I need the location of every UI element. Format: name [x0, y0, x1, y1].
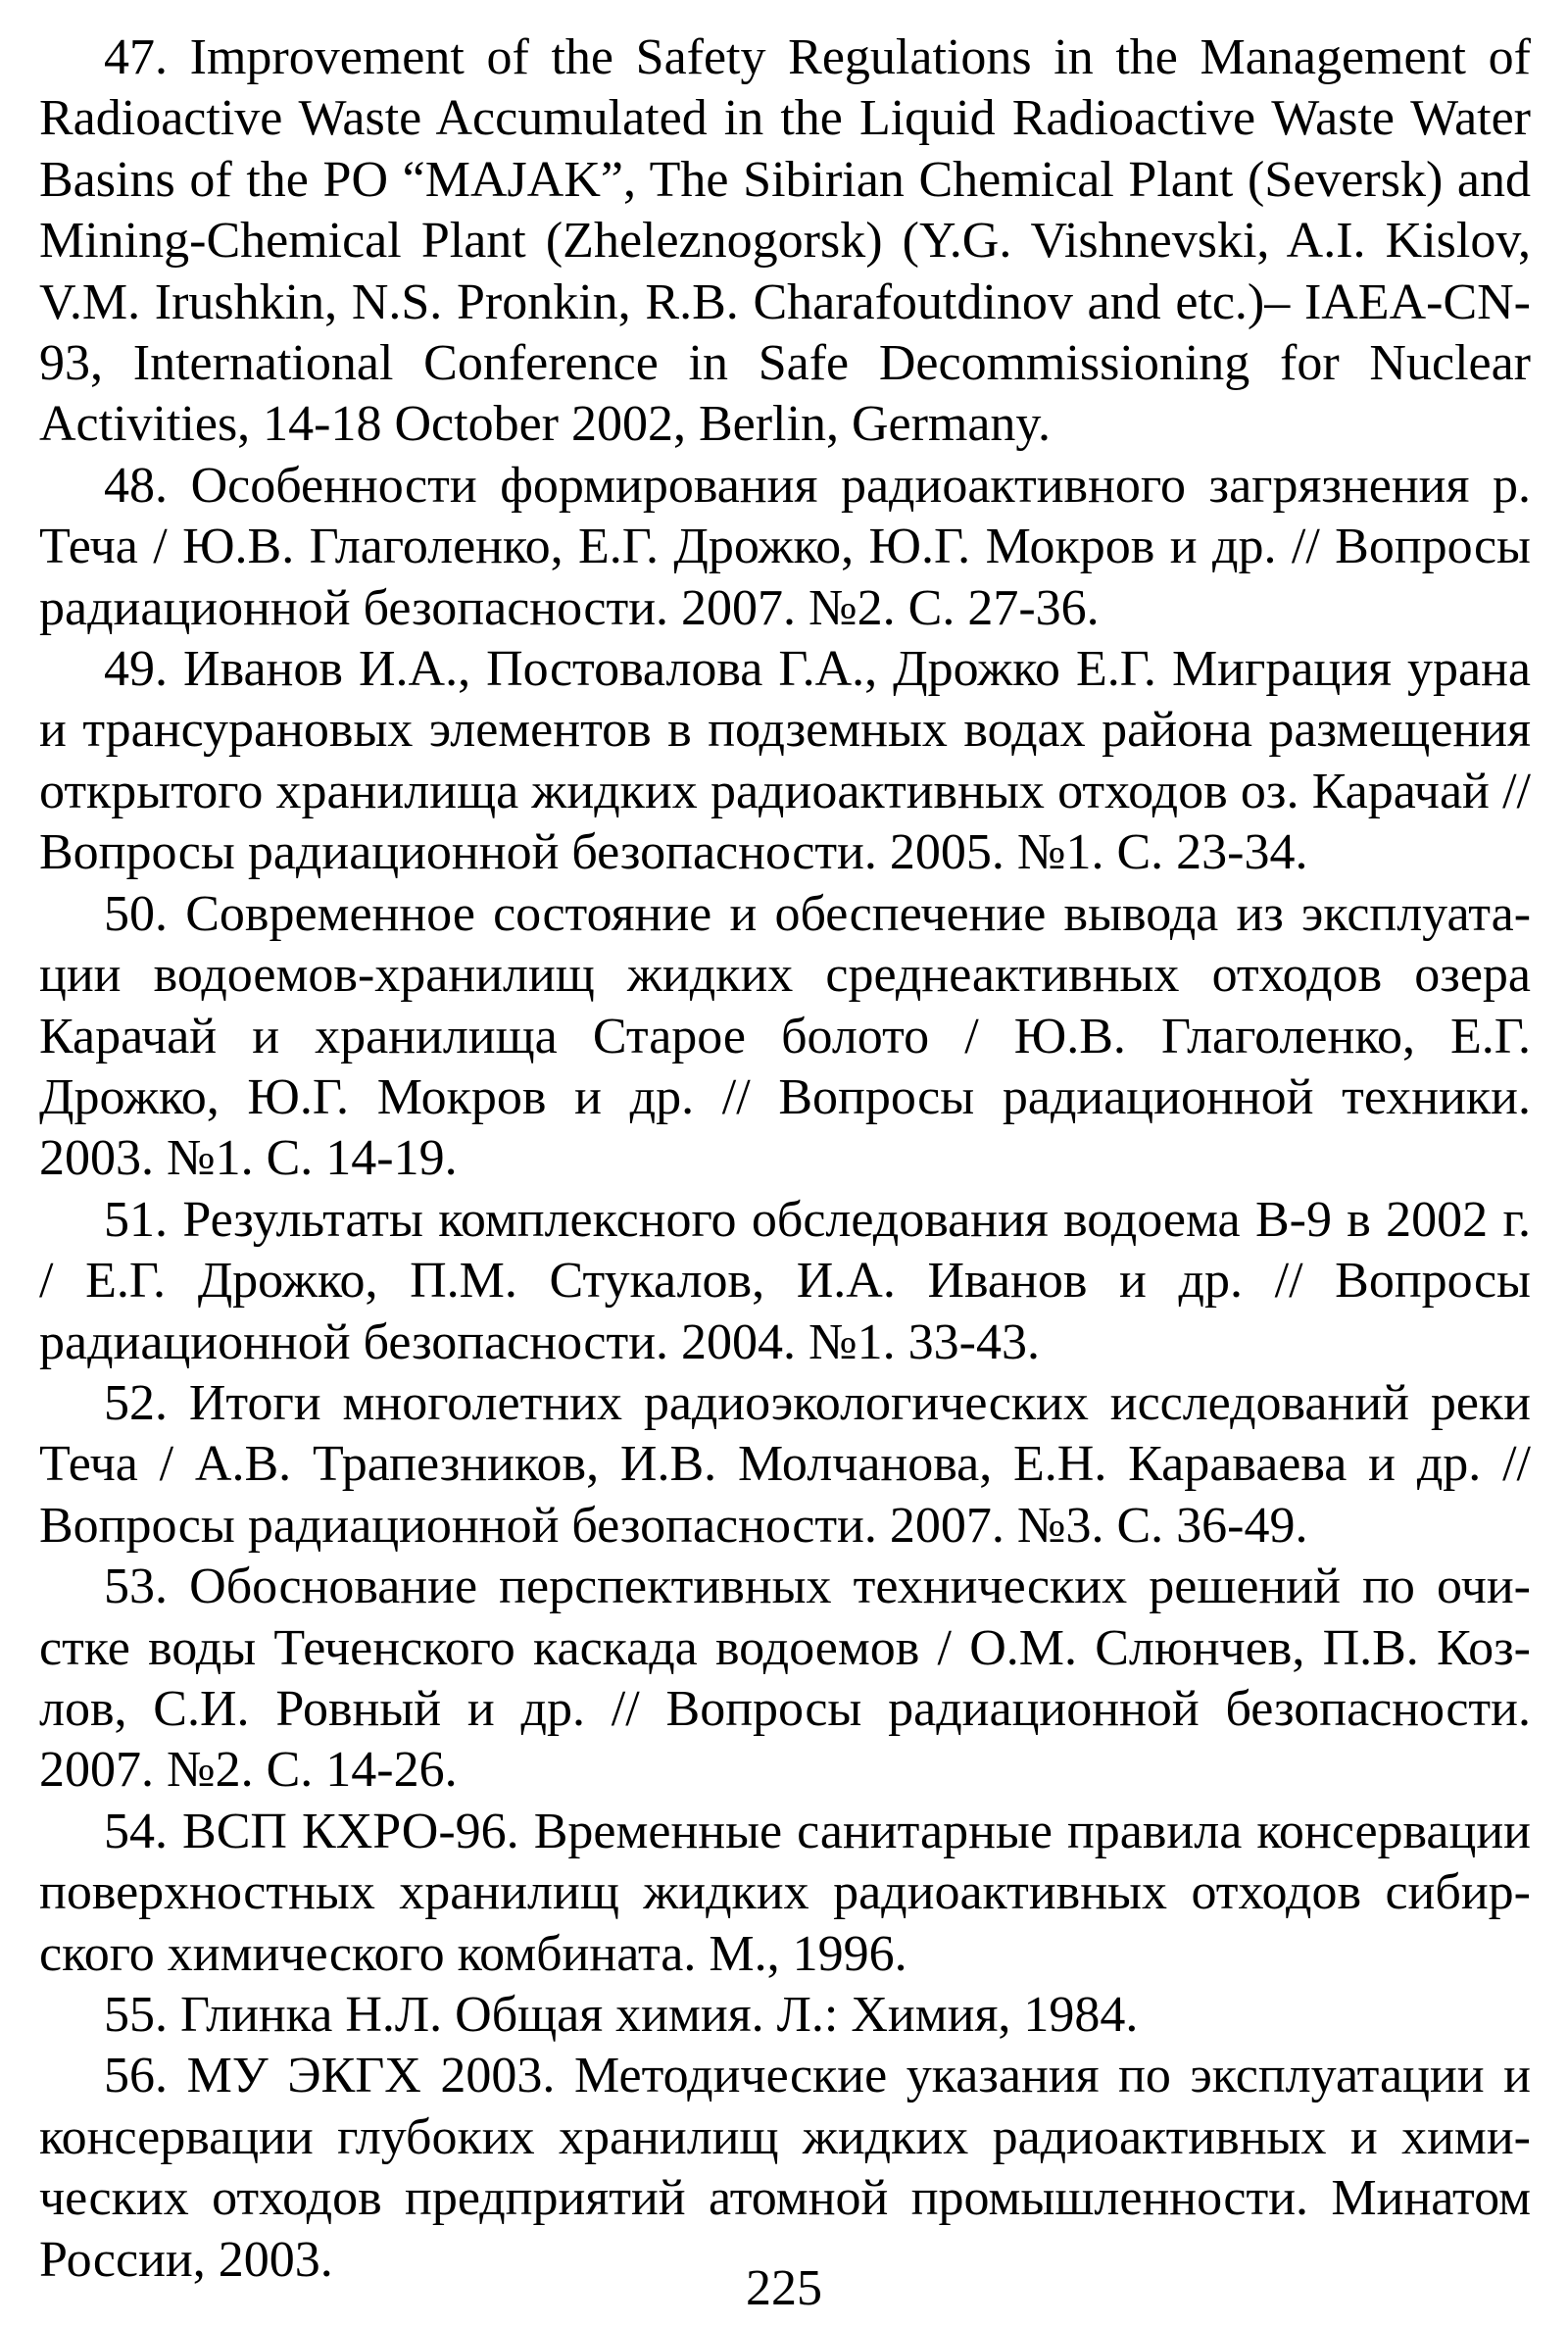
reference-item-48 — [39, 456, 1531, 639]
reference-number: 52. — [104, 1374, 168, 1431]
reference-item-52 — [39, 1373, 1531, 1557]
reference-item-49 — [39, 639, 1531, 884]
reference-text: Глинка Н.Л. Общая химия. Л.: Химия, 1984. — [180, 1987, 1139, 2043]
reference-number: 51. — [104, 1191, 168, 1248]
reference-text: Итоги многолетних радиоэкологических исследований реки Теча / А.В. Трапезников, И.В. Молчанова, Е.Н. Караваева и др. // Вопросы радиационной безопасности. 2007. №3. С. 36-49. — [39, 1374, 1531, 1554]
reference-number: 56. — [104, 2048, 168, 2104]
reference-number: 47. — [104, 29, 168, 85]
reference-number: 48. — [104, 457, 168, 514]
reference-item-50 — [39, 884, 1531, 1190]
reference-text: МУ ЭКГХ 2003. Методические указания по эксплуатации и консервации глубоких хранилищ жидких радиоактивных и химических отходов предприятий атомной промышленности. Минатом России, 2003. — [39, 2048, 1531, 2288]
reference-text: Современное состояние и обеспечение вывода из эксплуатации водоемов-хранилищ жидких среднеактивных отходов озера Карачай и хранилища Старое болото / Ю.В. Глаголенко, Е.Г. Дрожко, Ю.Г. Мокров и др. // Вопросы радиационной техники. 2003. №1. С. 14-19. — [39, 885, 1532, 1187]
reference-text: Результаты комплексного обследования водоема В-9 в 2002 г. / Е.Г. Дрожко, П.М. Стукалов, И.А. Иванов и др. // Вопросы радиационной безопасности. 2004. №1. 33-43. — [39, 1191, 1531, 1370]
reference-text: Иванов И.А., Постовалова Г.А., Дрожко Е.Г. Миграция урана и трансурановых элементов в подземных водах района размещения открытого хранилища жидких радиоактивных отходов оз. Карачай // Вопросы радиационной безопасности. 2005. №1. С. 23-34. — [39, 641, 1532, 881]
reference-text: Особенности формирования радиоактивного загрязнения р. Теча / Ю.В. Глаголенко, Е.Г. Дрожко, Ю.Г. Мокров и др. // Вопросы радиационной безопасности. 2007. №2. С. 27-36. — [39, 457, 1531, 636]
reference-number: 54. — [104, 1803, 168, 1859]
reference-text: Обоснование перспективных технических решений по очистке воды Теченского каскада водоемов / О.М. Слюнчев, П.В. Козлов, С.И. Ровный и др. // Вопросы радиационной безопасности. 2007. №2. С. 14-26. — [39, 1559, 1531, 1799]
reference-number: 49. — [104, 641, 168, 698]
reference-item-53 — [39, 1557, 1531, 1802]
reference-number: 53. — [104, 1559, 168, 1615]
reference-number: 50. — [104, 885, 168, 942]
reference-text: ВСП КХРО-96. Временные санитарные правила консервации поверхностных хранилищ жидких радиоактивных отходов сибирского химического комбината. М., 1996. — [39, 1803, 1531, 1982]
page-number: 225 — [746, 2260, 822, 2316]
reference-item-51 — [39, 1190, 1531, 1373]
reference-number: 55. — [104, 1987, 168, 2043]
reference-item-55 — [39, 1985, 1531, 2046]
reference-text: Improvement of the Safety Regulations in the Management of Radioactive Waste Accumulated in the Liquid Radioactive Waste Water Basins of the PO “MAJAK”, The Sibirian Chemical Plant (Seversk) and Mining-Chemical Plant (Zheleznogorsk) (Y.G. Vishnevski, A.I. Kislov, V.M. Irushkin, N.S. Pronkin, R.B. Charafoutdinov and etc.)– IAEA-CN-93, International Conference in Safe Decommissioning for Nuclear Activities, 14-18 October 2002, Berlin, Germany. — [39, 29, 1531, 453]
reference-item-47 — [39, 27, 1531, 456]
reference-list — [39, 27, 1531, 2291]
reference-item-56 — [39, 2046, 1531, 2291]
reference-item-54 — [39, 1802, 1531, 1985]
